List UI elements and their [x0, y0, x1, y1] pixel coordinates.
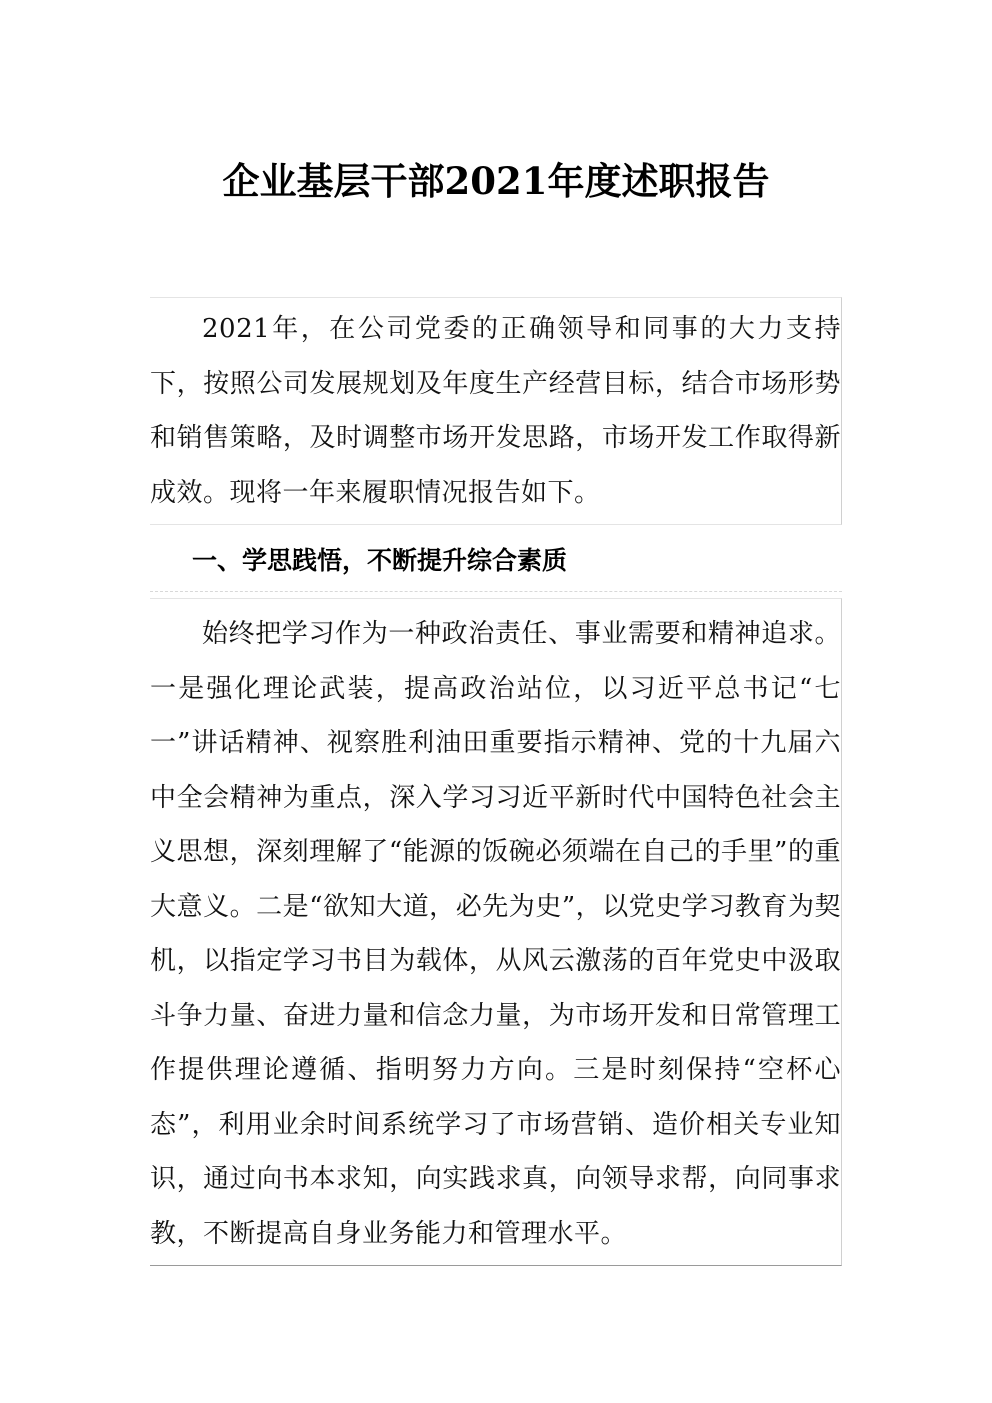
intro-paragraph: 2021年，在公司党委的正确领导和同事的大力支持下，按照公司发展规划及年度生产经营目标，结合市场形势和销售策略，及时调整市场开发思路，市场开发工作取得新成效。现将一年来履职情况报告如下。 — [150, 314, 841, 508]
intro-section — [150, 297, 842, 525]
document-body — [150, 297, 842, 1266]
section-heading-block — [150, 531, 842, 592]
section-paragraph: 始终把学习作为一种政治责任、事业需要和精神追求。一是强化理论武装，提高政治站位，以习近平总书记“七一”讲话精神、视察胜利油田重要指示精神、党的十九届六中全会精神为重点，深入学习习近平新时代中国特色社会主义思想，深刻理解了“能源的饭碗必须端在自己的手里”的重大意义。二是“欲知大道，必先为史”，以党史学习教育为契机，以指定学习书目为载体，从风云激荡的百年党史中汲取斗争力量、奋进力量和信念力量，为市场开发和日常管理工作提供理论遵循、指明努力方向。三是时刻保持“空杯心态”，利用业余时间系统学习了市场营销、造价相关专业知识，通过向书本求知，向实践求真，向领导求帮，向同事求教，不断提高自身业务能力和管理水平。 — [150, 619, 841, 1249]
section-heading: 一、学思践悟，不断提升综合素质 — [192, 546, 568, 575]
page-title: 企业基层干部2021年度述职报告 — [222, 159, 770, 203]
section-body — [150, 598, 842, 1266]
